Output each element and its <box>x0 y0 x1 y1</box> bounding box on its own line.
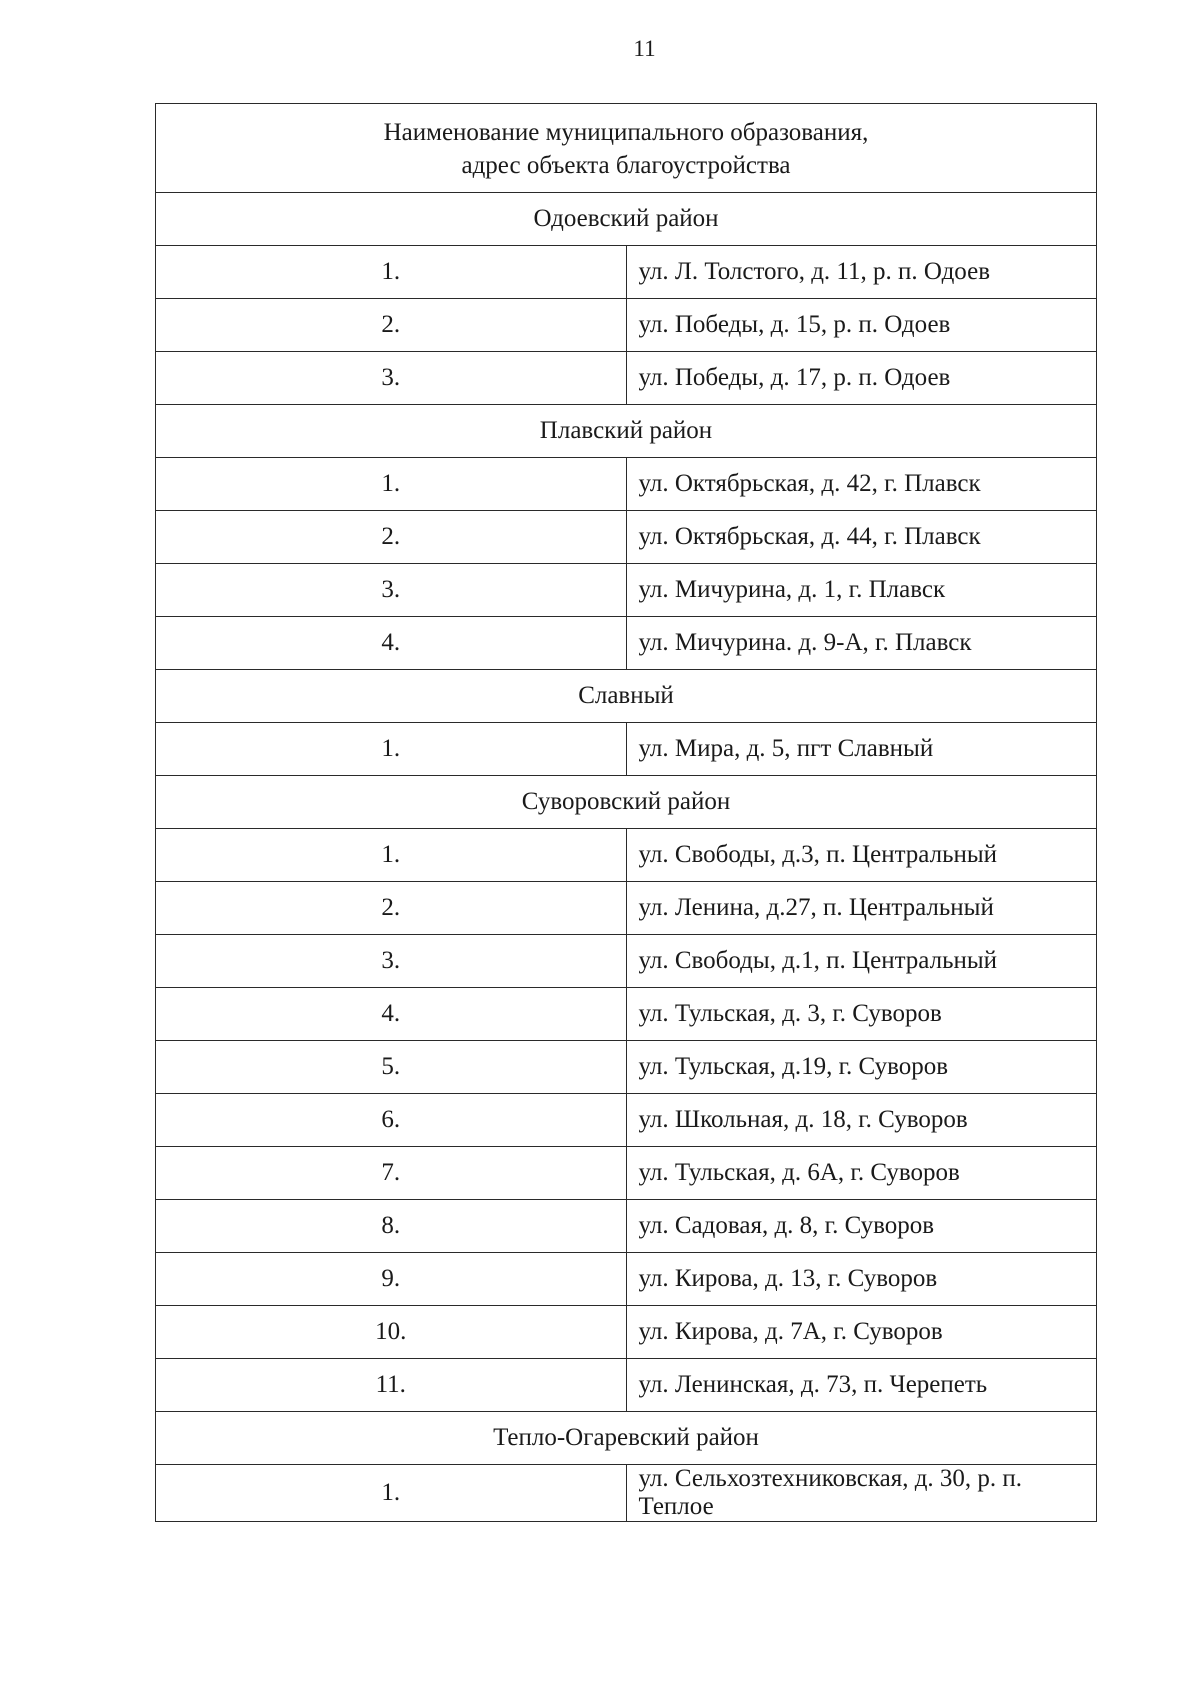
row-address: ул. Мира, д. 5, пгт Славный <box>626 723 1097 776</box>
row-address: ул. Ленина, д.27, п. Центральный <box>626 882 1097 935</box>
row-address: ул. Кирова, д. 13, г. Суворов <box>626 1253 1097 1306</box>
table-row <box>156 564 1097 617</box>
row-number: 2. <box>156 882 627 935</box>
row-number: 2. <box>156 299 627 352</box>
row-address: ул. Тульская, д. 6А, г. Суворов <box>626 1147 1097 1200</box>
table-row <box>156 511 1097 564</box>
row-address: ул. Победы, д. 17, р. п. Одоев <box>626 352 1097 405</box>
district-heading: Одоевский район <box>156 193 1097 246</box>
row-address: ул. Л. Толстого, д. 11, р. п. Одоев <box>626 246 1097 299</box>
district-heading: Славный <box>156 670 1097 723</box>
table-row <box>156 882 1097 935</box>
district-heading-row <box>156 670 1097 723</box>
table-row <box>156 723 1097 776</box>
row-number: 1. <box>156 458 627 511</box>
table-row <box>156 1200 1097 1253</box>
row-address: ул. Тульская, д.19, г. Суворов <box>626 1041 1097 1094</box>
row-address: ул. Свободы, д.3, п. Центральный <box>626 829 1097 882</box>
row-number: 2. <box>156 511 627 564</box>
row-address: ул. Ленинская, д. 73, п. Черепеть <box>626 1359 1097 1412</box>
table-row <box>156 1147 1097 1200</box>
row-address: ул. Кирова, д. 7А, г. Суворов <box>626 1306 1097 1359</box>
row-number: 8. <box>156 1200 627 1253</box>
table-row <box>156 352 1097 405</box>
row-number: 1. <box>156 1465 627 1522</box>
row-number: 11. <box>156 1359 627 1412</box>
page-number: 11 <box>633 36 656 61</box>
row-number: 1. <box>156 246 627 299</box>
table-row <box>156 1094 1097 1147</box>
table-row <box>156 1359 1097 1412</box>
table-header-cell <box>156 104 1097 193</box>
row-number: 4. <box>156 988 627 1041</box>
table-row <box>156 1041 1097 1094</box>
table-row <box>156 299 1097 352</box>
district-heading-row <box>156 405 1097 458</box>
row-number: 3. <box>156 935 627 988</box>
row-number: 3. <box>156 564 627 617</box>
district-heading: Тепло-Огаревский район <box>156 1412 1097 1465</box>
table-row <box>156 246 1097 299</box>
address-table <box>155 103 1097 1522</box>
table-row <box>156 988 1097 1041</box>
row-number: 3. <box>156 352 627 405</box>
table-row <box>156 1306 1097 1359</box>
row-number: 7. <box>156 1147 627 1200</box>
district-heading-row <box>156 193 1097 246</box>
table-row <box>156 1465 1097 1522</box>
row-address: ул. Мичурина, д. 1, г. Плавск <box>626 564 1097 617</box>
row-number: 6. <box>156 1094 627 1147</box>
table-row <box>156 829 1097 882</box>
row-address: ул. Октябрьская, д. 42, г. Плавск <box>626 458 1097 511</box>
row-address: ул. Мичурина. д. 9-А, г. Плавск <box>626 617 1097 670</box>
table-row <box>156 617 1097 670</box>
address-table-body <box>156 104 1097 1522</box>
row-address: ул. Школьная, д. 18, г. Суворов <box>626 1094 1097 1147</box>
table-row <box>156 935 1097 988</box>
district-heading: Плавский район <box>156 405 1097 458</box>
table-row <box>156 458 1097 511</box>
row-number: 9. <box>156 1253 627 1306</box>
table-row <box>156 1253 1097 1306</box>
row-address: ул. Тульская, д. 3, г. Суворов <box>626 988 1097 1041</box>
row-address: ул. Свободы, д.1, п. Центральный <box>626 935 1097 988</box>
table-header-line-2: адрес объекта благоустройства <box>461 151 791 179</box>
row-number: 5. <box>156 1041 627 1094</box>
row-number: 4. <box>156 617 627 670</box>
district-heading: Суворовский район <box>156 776 1097 829</box>
row-address: ул. Победы, д. 15, р. п. Одоев <box>626 299 1097 352</box>
row-address: ул. Сельхозтехниковская, д. 30, р. п. Теплое <box>626 1465 1097 1522</box>
row-address: ул. Садовая, д. 8, г. Суворов <box>626 1200 1097 1253</box>
district-heading-row <box>156 1412 1097 1465</box>
row-address: ул. Октябрьская, д. 44, г. Плавск <box>626 511 1097 564</box>
row-number: 1. <box>156 723 627 776</box>
row-number: 1. <box>156 829 627 882</box>
row-number: 10. <box>156 1306 627 1359</box>
table-header-row <box>156 104 1097 193</box>
table-header-line-1: Наименование муниципального образования, <box>383 118 869 146</box>
district-heading-row <box>156 776 1097 829</box>
